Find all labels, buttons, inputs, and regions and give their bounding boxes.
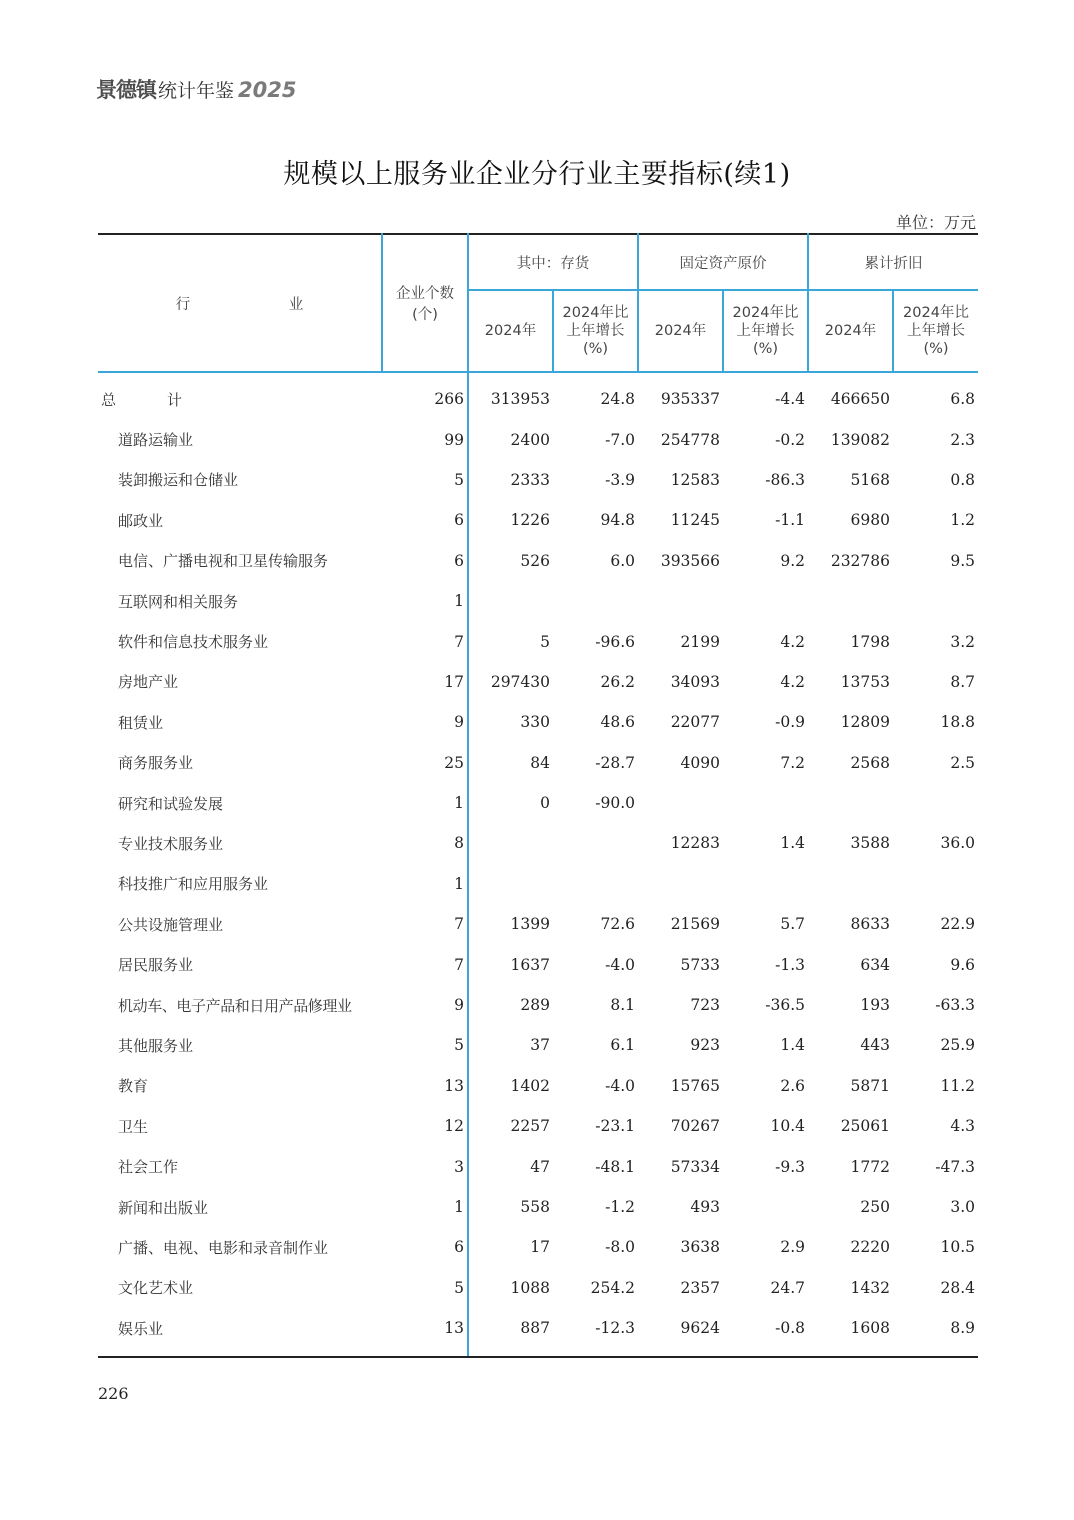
cell-depreciation: 1798 xyxy=(850,632,890,651)
cell-depreciation-growth: 36.0 xyxy=(940,834,975,853)
cell-depreciation-growth: 8.7 xyxy=(950,672,975,691)
cell-inventory-growth: 254.2 xyxy=(590,1278,635,1297)
cell-depreciation-growth: 22.9 xyxy=(940,915,975,934)
running-head-city: 景德镇 xyxy=(96,78,156,102)
cell-fixed-assets-growth: -1.3 xyxy=(775,955,805,974)
header-industry: 行 业 xyxy=(98,234,382,372)
cell-fixed-assets: 15765 xyxy=(670,1076,720,1095)
cell-fixed-assets-growth: 4.2 xyxy=(780,632,805,651)
cell-fixed-assets xyxy=(638,783,723,823)
running-head xyxy=(96,74,296,104)
cell-inventory-growth xyxy=(553,823,638,863)
cell-inventory: 297430 xyxy=(490,672,550,691)
cell-inventory: 1226 xyxy=(510,511,550,530)
cell-count: 13 xyxy=(382,1066,468,1106)
cell-fixed-assets-growth: -1.1 xyxy=(775,511,805,530)
cell-fixed-assets: 2199 xyxy=(680,632,720,651)
cell-fixed-assets: 493 xyxy=(690,1198,720,1216)
cell-inventory-growth: -3.9 xyxy=(605,470,635,489)
row-label: 公共设施管理业 xyxy=(118,915,224,934)
cell-depreciation: 12809 xyxy=(840,713,890,732)
cell-fixed-assets: 21569 xyxy=(670,915,720,934)
cell-depreciation: 1608 xyxy=(808,1308,893,1357)
cell-depreciation xyxy=(808,581,893,621)
cell-inventory xyxy=(468,864,553,904)
cell-count: 99 xyxy=(382,419,468,459)
row-label: 总 计 xyxy=(101,390,201,409)
cell-fixed-assets: 57334 xyxy=(670,1157,720,1176)
table-row xyxy=(98,500,978,540)
cell-inventory-growth: -1.2 xyxy=(605,1198,635,1216)
row-label: 商务服务业 xyxy=(118,754,194,773)
cell-count: 3 xyxy=(382,1146,468,1186)
cell-fixed-assets: 34093 xyxy=(670,672,720,691)
cell-inventory: 5 xyxy=(540,632,550,651)
cell-count: 12 xyxy=(382,1106,468,1146)
cell-fixed-assets xyxy=(638,864,723,904)
cell-inventory-growth: -23.1 xyxy=(595,1117,635,1136)
page-title: 规模以上服务业企业分行业主要指标(续1) xyxy=(283,159,791,190)
row-label: 装卸搬运和仓储业 xyxy=(118,471,239,490)
cell-fixed-assets-growth: -9.3 xyxy=(775,1157,805,1176)
cell-depreciation-growth: 10.5 xyxy=(940,1238,975,1257)
cell-fixed-assets-growth: 2.6 xyxy=(780,1076,805,1095)
cell-fixed-assets-growth: 5.7 xyxy=(780,915,805,934)
cell-depreciation-growth: 18.8 xyxy=(940,713,975,732)
cell-inventory: 2400 xyxy=(510,430,550,449)
cell-count: 5 xyxy=(382,1025,468,1065)
cell-fixed-assets-growth: 9.2 xyxy=(780,551,805,570)
cell-count: 8 xyxy=(382,823,468,863)
page-number: 226 xyxy=(98,1384,129,1403)
header-fixed-assets-growth: 2024年比 上年增长 (%) xyxy=(723,290,808,372)
row-label: 软件和信息技术服务业 xyxy=(118,633,269,652)
cell-count: 9 xyxy=(382,985,468,1025)
cell-inventory-growth: -7.0 xyxy=(605,430,635,449)
cell-fixed-assets: 22077 xyxy=(670,713,720,732)
cell-fixed-assets-growth: -86.3 xyxy=(765,470,805,489)
cell-inventory: 84 xyxy=(530,753,550,772)
cell-inventory-growth: 94.8 xyxy=(600,511,635,530)
cell-depreciation: 5871 xyxy=(850,1076,890,1095)
row-label: 房地产业 xyxy=(118,673,179,692)
cell-inventory: 17 xyxy=(530,1238,550,1257)
table-row xyxy=(98,1268,978,1308)
table-row xyxy=(98,1106,978,1146)
cell-fixed-assets-growth: 7.2 xyxy=(780,753,805,772)
table-row xyxy=(98,743,978,783)
row-label: 科技推广和应用服务业 xyxy=(118,875,269,894)
cell-fixed-assets xyxy=(638,581,723,621)
cell-count: 7 xyxy=(382,904,468,944)
table-row-total xyxy=(98,372,978,419)
cell-fixed-assets-growth: -4.4 xyxy=(775,390,805,409)
table-row xyxy=(98,904,978,944)
cell-fixed-assets-growth: -0.9 xyxy=(775,713,805,732)
cell-depreciation-growth: -47.3 xyxy=(935,1157,975,1176)
table-row xyxy=(98,662,978,702)
cell-inventory-growth: -90.0 xyxy=(595,794,635,813)
cell-fixed-assets: 393566 xyxy=(660,551,720,570)
cell-count: 13 xyxy=(382,1308,468,1357)
cell-fixed-assets-growth: 10.4 xyxy=(770,1117,805,1136)
table-row xyxy=(98,823,978,863)
cell-fixed-assets: 2357 xyxy=(680,1278,720,1297)
cell-depreciation xyxy=(808,864,893,904)
cell-count: 9 xyxy=(382,702,468,742)
cell-count: 1 xyxy=(382,581,468,621)
cell-depreciation: 466650 xyxy=(830,390,890,409)
cell-inventory: 1088 xyxy=(510,1278,550,1297)
cell-inventory: 1402 xyxy=(510,1076,550,1095)
cell-fixed-assets: 254778 xyxy=(660,430,720,449)
header-fixed-assets: 固定资产原价 xyxy=(638,234,808,290)
cell-depreciation-growth: 3.0 xyxy=(950,1198,975,1216)
cell-count: 17 xyxy=(382,662,468,702)
cell-inventory-growth xyxy=(553,581,638,621)
cell-depreciation: 232786 xyxy=(830,551,890,570)
row-label: 居民服务业 xyxy=(118,956,194,975)
cell-depreciation: 2568 xyxy=(850,753,890,772)
cell-inventory-growth: -28.7 xyxy=(595,753,635,772)
cell-depreciation: 139082 xyxy=(830,430,890,449)
cell-fixed-assets-growth: -36.5 xyxy=(765,996,805,1015)
cell-depreciation-growth xyxy=(893,783,978,823)
table-row xyxy=(98,783,978,823)
cell-depreciation-growth: 2.3 xyxy=(950,430,975,449)
cell-inventory: 1399 xyxy=(510,915,550,934)
cell-count: 7 xyxy=(382,944,468,984)
row-label: 电信、广播电视和卫星传输服务 xyxy=(118,552,329,571)
table-row xyxy=(98,1308,978,1357)
row-label: 新闻和出版业 xyxy=(118,1198,209,1217)
cell-depreciation-growth: 8.9 xyxy=(893,1308,978,1357)
table-row xyxy=(98,581,978,621)
cell-count: 7 xyxy=(382,621,468,661)
cell-inventory-growth: -8.0 xyxy=(605,1238,635,1257)
row-label: 娱乐业 xyxy=(98,1308,382,1357)
cell-depreciation: 443 xyxy=(860,1036,890,1055)
cell-inventory-growth: -48.1 xyxy=(595,1157,635,1176)
cell-count: 1 xyxy=(382,864,468,904)
running-head-book: 统计年鉴 xyxy=(158,80,235,102)
cell-inventory-growth: 24.8 xyxy=(600,390,635,409)
cell-inventory: 330 xyxy=(520,713,550,732)
cell-fixed-assets-growth: 24.7 xyxy=(770,1278,805,1297)
cell-fixed-assets-growth: 1.4 xyxy=(780,834,805,853)
cell-inventory-growth xyxy=(553,864,638,904)
unit-label: 单位：万元 xyxy=(895,213,976,232)
row-label: 文化艺术业 xyxy=(118,1279,194,1298)
header-depreciation: 累计折旧 xyxy=(808,234,978,290)
cell-inventory-growth: -4.0 xyxy=(605,955,635,974)
cell-depreciation: 6980 xyxy=(850,511,890,530)
cell-depreciation: 250 xyxy=(860,1198,890,1216)
cell-inventory-growth: -96.6 xyxy=(595,632,635,651)
table-row xyxy=(98,1025,978,1065)
cell-fixed-assets-growth xyxy=(723,1187,808,1227)
cell-inventory: 289 xyxy=(520,996,550,1015)
cell-inventory: 37 xyxy=(530,1036,550,1055)
cell-depreciation-growth xyxy=(893,864,978,904)
header-inventory: 其中：存货 xyxy=(468,234,638,290)
cell-fixed-assets: 70267 xyxy=(670,1117,720,1136)
row-label: 教育 xyxy=(118,1077,149,1096)
cell-count: 1 xyxy=(382,783,468,823)
cell-inventory-growth: 8.1 xyxy=(610,996,635,1015)
cell-fixed-assets-growth xyxy=(723,864,808,904)
row-label: 社会工作 xyxy=(118,1158,179,1177)
table-row xyxy=(98,1187,978,1227)
table-row xyxy=(98,541,978,581)
cell-depreciation-growth: 2.5 xyxy=(950,753,975,772)
cell-inventory xyxy=(468,581,553,621)
cell-depreciation-growth: 1.2 xyxy=(950,511,975,530)
cell-inventory: 2257 xyxy=(510,1117,550,1136)
cell-count: 25 xyxy=(382,743,468,783)
header-inventory-year: 2024年 xyxy=(468,290,553,372)
table-row xyxy=(98,621,978,661)
cell-inventory-growth: -4.0 xyxy=(605,1076,635,1095)
cell-inventory-growth: -12.3 xyxy=(553,1308,638,1357)
cell-count: 1 xyxy=(382,1187,468,1227)
cell-depreciation-growth: 11.2 xyxy=(940,1076,975,1095)
table-row xyxy=(98,1066,978,1106)
cell-inventory-growth: 48.6 xyxy=(600,713,635,732)
cell-inventory-growth: 6.0 xyxy=(610,551,635,570)
cell-depreciation-growth: 3.2 xyxy=(950,632,975,651)
cell-fixed-assets: 12283 xyxy=(670,834,720,853)
cell-fixed-assets-growth: 4.2 xyxy=(780,672,805,691)
cell-depreciation: 2220 xyxy=(850,1238,890,1257)
cell-fixed-assets-growth: 2.9 xyxy=(780,1238,805,1257)
cell-fixed-assets-growth: -0.8 xyxy=(723,1308,808,1357)
row-label: 研究和试验发展 xyxy=(118,794,224,813)
header-enterprise-count: 企业个数 (个) xyxy=(382,234,468,372)
cell-fixed-assets: 935337 xyxy=(660,390,720,409)
row-label: 邮政业 xyxy=(118,511,164,530)
statistics-table xyxy=(98,233,978,1358)
row-label: 其他服务业 xyxy=(118,1036,194,1055)
row-label: 卫生 xyxy=(118,1117,149,1136)
cell-count: 6 xyxy=(382,500,468,540)
cell-depreciation: 1432 xyxy=(850,1278,890,1297)
header-inventory-growth: 2024年比 上年增长 (%) xyxy=(553,290,638,372)
cell-depreciation-growth: 9.5 xyxy=(950,551,975,570)
cell-depreciation-growth xyxy=(893,581,978,621)
cell-fixed-assets-growth: 1.4 xyxy=(780,1036,805,1055)
cell-depreciation-growth: 9.6 xyxy=(950,955,975,974)
row-label: 道路运输业 xyxy=(118,431,194,450)
cell-depreciation: 634 xyxy=(860,955,890,974)
cell-depreciation: 1772 xyxy=(850,1157,890,1176)
cell-fixed-assets: 4090 xyxy=(680,753,720,772)
cell-depreciation: 5168 xyxy=(850,470,890,489)
cell-inventory: 0 xyxy=(540,794,550,813)
cell-fixed-assets-growth: -0.2 xyxy=(775,430,805,449)
row-label: 广播、电视、电影和录音制作业 xyxy=(118,1238,329,1257)
cell-depreciation: 3588 xyxy=(850,834,890,853)
running-head-year: 2025 xyxy=(238,78,297,102)
header-depreciation-growth: 2024年比 上年增长 (%) xyxy=(893,290,978,372)
cell-fixed-assets: 3638 xyxy=(680,1238,720,1257)
cell-depreciation xyxy=(808,783,893,823)
cell-inventory-growth: 72.6 xyxy=(600,915,635,934)
cell-fixed-assets-growth xyxy=(723,783,808,823)
table-row xyxy=(98,1146,978,1186)
cell-count: 6 xyxy=(382,1227,468,1267)
table-row xyxy=(98,702,978,742)
cell-depreciation-growth: 4.3 xyxy=(950,1117,975,1136)
table-row xyxy=(98,944,978,984)
cell-depreciation-growth: 28.4 xyxy=(940,1278,975,1297)
cell-depreciation-growth: 0.8 xyxy=(950,470,975,489)
header-fixed-assets-year: 2024年 xyxy=(638,290,723,372)
cell-inventory: 47 xyxy=(530,1157,550,1176)
row-label: 租赁业 xyxy=(118,713,164,732)
cell-depreciation-growth: -63.3 xyxy=(935,996,975,1015)
row-label: 专业技术服务业 xyxy=(118,834,224,853)
cell-inventory: 558 xyxy=(520,1198,550,1216)
cell-fixed-assets: 5733 xyxy=(680,955,720,974)
cell-depreciation-growth: 25.9 xyxy=(940,1036,975,1055)
table-row xyxy=(98,1227,978,1267)
cell-inventory: 1637 xyxy=(510,955,550,974)
header-depreciation-year: 2024年 xyxy=(808,290,893,372)
cell-count: 266 xyxy=(382,372,468,419)
cell-inventory-growth: 26.2 xyxy=(600,672,635,691)
cell-count: 6 xyxy=(382,541,468,581)
cell-inventory: 887 xyxy=(468,1308,553,1357)
cell-depreciation-growth: 6.8 xyxy=(950,390,975,409)
cell-fixed-assets: 923 xyxy=(690,1036,720,1055)
row-label: 互联网和相关服务 xyxy=(118,592,239,611)
table-row xyxy=(98,985,978,1025)
cell-count: 5 xyxy=(382,1268,468,1308)
cell-fixed-assets: 723 xyxy=(690,996,720,1015)
table-row xyxy=(98,864,978,904)
cell-inventory: 526 xyxy=(520,551,550,570)
row-label: 机动车、电子产品和日用产品修理业 xyxy=(118,996,352,1015)
cell-depreciation: 8633 xyxy=(850,915,890,934)
table-row xyxy=(98,419,978,459)
cell-depreciation: 25061 xyxy=(840,1117,890,1136)
cell-depreciation: 193 xyxy=(860,996,890,1015)
cell-inventory-growth: 6.1 xyxy=(610,1036,635,1055)
cell-inventory: 313953 xyxy=(490,390,550,409)
table-row xyxy=(98,460,978,500)
cell-fixed-assets-growth xyxy=(723,581,808,621)
cell-inventory: 2333 xyxy=(510,470,550,489)
cell-fixed-assets: 9624 xyxy=(638,1308,723,1357)
cell-count: 5 xyxy=(382,460,468,500)
cell-inventory xyxy=(468,823,553,863)
cell-depreciation: 13753 xyxy=(840,672,890,691)
cell-fixed-assets: 11245 xyxy=(670,511,720,530)
cell-fixed-assets: 12583 xyxy=(670,470,720,489)
